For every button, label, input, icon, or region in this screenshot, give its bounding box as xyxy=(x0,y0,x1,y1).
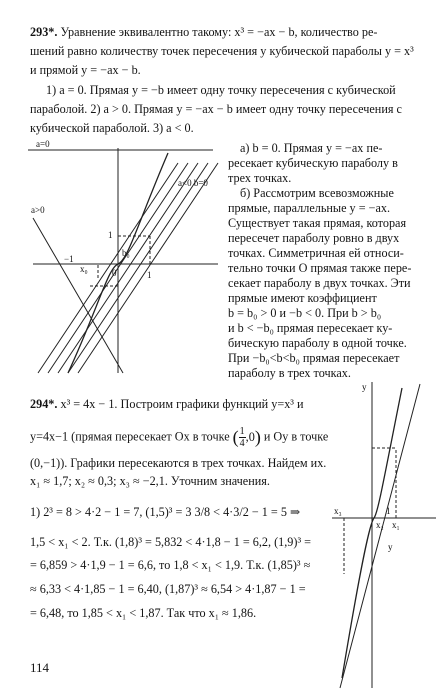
case-b-line1: б) Рассмотрим всевозможные xyxy=(240,186,394,200)
case-b-line9: b = b₀ > 0 и −b < 0. При b > b₀ xyxy=(228,306,382,320)
parallel-line-4 xyxy=(68,163,208,373)
label-x2: x₂ xyxy=(376,520,384,530)
problem-294-line7: = 6,859 > 4·1,9 − 1 = 6,6, то 1,8 < x₁ < 1,9. Т.к. (1,85)³ ≈ xyxy=(30,558,311,572)
problem-294-line5: 1) 2³ = 8 > 4·2 − 1 = 7, (1,5)³ = 3 3/8 < 4·3/2 − 1 = 5 ⇒ xyxy=(30,505,301,519)
fraction-numerator: 1 xyxy=(239,426,245,437)
label-a-neg-b-zero: a<0 b=0 xyxy=(178,178,208,188)
problem-294-line4: x₁ ≈ 1,7; x₂ ≈ 0,3; x₃ ≈ −2,1. Уточним значения. xyxy=(30,474,270,488)
case-a-line2: ресекает кубическую параболу в xyxy=(228,156,398,170)
figure-cubic-lines xyxy=(28,138,223,378)
case-b-line8: прямые имеют коэффициент xyxy=(228,291,377,305)
problem-294-line3-rest: ). Графики пересекаются в трех точках. Найдем их. xyxy=(60,456,327,470)
problem-294-line3 xyxy=(30,456,326,471)
case-b-line11: бическую параболу в одной точке. xyxy=(228,336,407,350)
problem-294-line2 xyxy=(30,426,328,449)
label-minus-one: −1 xyxy=(64,254,74,264)
problem-294-line6: 1,5 < x₁ < 2. Т.к. (1,8)³ = 5,832 < 4·1,8 − 1 = 6,2, (1,9)³ = xyxy=(30,535,312,549)
parallel-line-1 xyxy=(38,163,178,373)
case-b-line10: и b < −b₀ прямая пересекает ку- xyxy=(228,321,393,335)
label-one: 1 xyxy=(386,506,391,516)
label-origin: 0 xyxy=(112,268,117,278)
problem-293-line5: параболой. 2) a > 0. Прямая y = −ax − b имеет одну точку пересечения с xyxy=(30,102,402,116)
label-b-zero: b₀ xyxy=(122,248,130,258)
case-a-line3: трех точках. xyxy=(228,171,292,185)
label-x1: x₁ xyxy=(392,520,400,530)
case-b-line7: секает параболу в двух точках. Эти xyxy=(228,276,411,290)
problem-293-text: Уравнение эквивалентно такому: x³ = −ax − b, количество ре- xyxy=(60,25,378,39)
line-4x-minus-1 xyxy=(340,384,420,688)
label-y-one: 1 xyxy=(108,230,113,240)
case-b-line5: точках. Симметричная ей относи- xyxy=(228,246,404,260)
paren-left: ( xyxy=(232,427,239,447)
fraction-denominator: 4 xyxy=(239,438,245,449)
problem-293-line3: и прямой y = −ax − b. xyxy=(30,63,141,77)
problem-294-line2-start: y=4x−1 (прямая пересекает Ox в точке xyxy=(30,429,230,444)
label-line: y xyxy=(388,542,393,552)
label-x-zero: x₀ xyxy=(80,264,88,274)
problem-293-line2: шений равно количеству точек пересечения у кубической параболы y = x³ xyxy=(30,44,414,58)
problem-293-number: 293*. xyxy=(30,25,58,39)
label-x-one: 1 xyxy=(147,270,152,280)
parallel-line-3 xyxy=(58,163,198,373)
problem-293-line1 xyxy=(30,25,377,40)
case-b-line4: пересечет параболу ровно в двух xyxy=(228,231,400,245)
problem-294-line9: = 6,48, то 1,85 < x₁ < 1,87. Так что x₁ ≈ 1,86. xyxy=(30,606,257,620)
fraction xyxy=(239,426,246,449)
label-y-axis-2: y xyxy=(362,382,367,392)
page-number: 114 xyxy=(30,660,50,675)
fraction-tail: ,0 xyxy=(245,430,255,444)
case-b-line3: Существует такая прямая, которая xyxy=(228,216,407,230)
problem-294-line8: ≈ 6,33 < 4·1,85 − 1 = 6,40, (1,87)³ ≈ 6,54 > 4·1,87 − 1 = xyxy=(30,582,306,596)
case-b-line12: При −b₀<b<b₀ прямая пересекает xyxy=(228,351,400,365)
problem-294-text: x³ = 4x − 1. Построим графики функций y=x³ и xyxy=(60,397,304,411)
parallel-line-5 xyxy=(78,163,218,373)
label-x3: x₃ xyxy=(334,506,342,516)
problem-294-number: 294*. xyxy=(30,397,58,411)
paren-right: ) xyxy=(254,427,261,447)
case-a-line1: а) b = 0. Прямая y = −ax пе- xyxy=(240,141,383,155)
case-b-line13: параболу в трех точках. xyxy=(228,366,351,380)
label-a-positive: a>0 xyxy=(31,205,45,215)
label-a-zero: a=0 xyxy=(36,139,50,149)
problem-294-line2-end: и Oy в точке xyxy=(263,429,329,444)
point-0-minus1: (0,−1) xyxy=(30,456,61,470)
figure-294-graphs xyxy=(332,378,438,690)
problem-294-line1 xyxy=(30,397,304,412)
case-b-line2: прямые, параллельные y = −ax. xyxy=(228,201,391,215)
problem-293-line6: кубической параболой. 3) a < 0. xyxy=(30,121,194,135)
problem-293-line4: 1) a = 0. Прямая y = −b имеет одну точку пересечения с кубической xyxy=(46,83,396,97)
case-b-line6: тельно точки O прямая также пере- xyxy=(228,261,412,275)
